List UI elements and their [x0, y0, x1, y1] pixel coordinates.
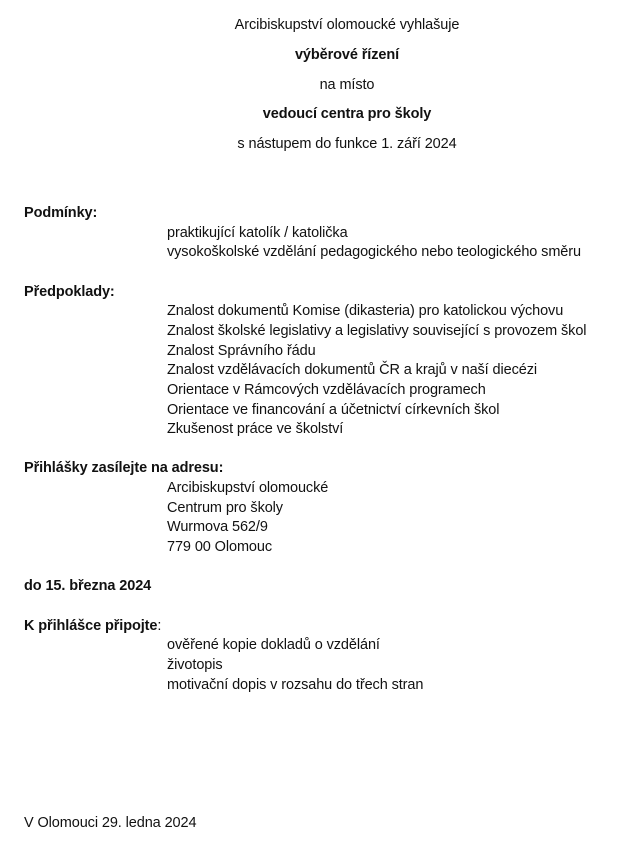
place-and-date: V Olomouci 29. ledna 2024 [24, 815, 197, 831]
requirements-item: Znalost vzdělávacích dokumentů ČR a krajů v naší diecézi [167, 362, 537, 378]
requirements-item: Zkušenost práce ve školství [167, 421, 344, 437]
address-line: Arcibiskupství olomoucké [167, 480, 329, 496]
requirements-item: Orientace ve financování a účetnictví církevních škol [167, 402, 500, 418]
attachments-item: ověřené kopie dokladů o vzdělání [167, 637, 380, 653]
requirements-item: Znalost školské legislativy a legislativy související s provozem škol [167, 323, 587, 339]
attachments-label-text: K přihlášce připojte [24, 618, 158, 634]
header-announcer: Arcibiskupství olomoucké vyhlašuje [234, 17, 460, 33]
header-for-position: na místo [319, 77, 375, 93]
requirements-label: Předpoklady: [24, 284, 115, 300]
conditions-item: vysokoškolské vzdělání pedagogického nebo teologického směru [167, 244, 581, 260]
address-line: Wurmova 562/9 [167, 519, 268, 535]
header-title: výběrové řízení [294, 47, 400, 63]
attachments-item: motivační dopis v rozsahu do třech stran [167, 677, 424, 693]
attachments-item: životopis [167, 657, 223, 673]
address-line: Centrum pro školy [167, 500, 283, 516]
address-line: 779 00 Olomouc [167, 539, 272, 555]
deadline: do 15. března 2024 [24, 578, 152, 594]
conditions-label: Podmínky: [24, 205, 98, 221]
attachments-label [24, 617, 161, 635]
header-position-name: vedoucí centra pro školy [262, 106, 432, 122]
requirements-item: Orientace v Rámcových vzdělávacích programech [167, 382, 486, 398]
requirements-item: Znalost Správního řádu [167, 343, 316, 359]
requirements-item: Znalost dokumentů Komise (dikasteria) pro katolickou výchovu [167, 303, 564, 319]
address-label: Přihlášky zasílejte na adresu: [24, 460, 224, 476]
conditions-item: praktikující katolík / katolička [167, 225, 348, 241]
attachments-label-colon: : [157, 618, 162, 634]
header-start-date: s nástupem do funkce 1. září 2024 [237, 136, 457, 152]
